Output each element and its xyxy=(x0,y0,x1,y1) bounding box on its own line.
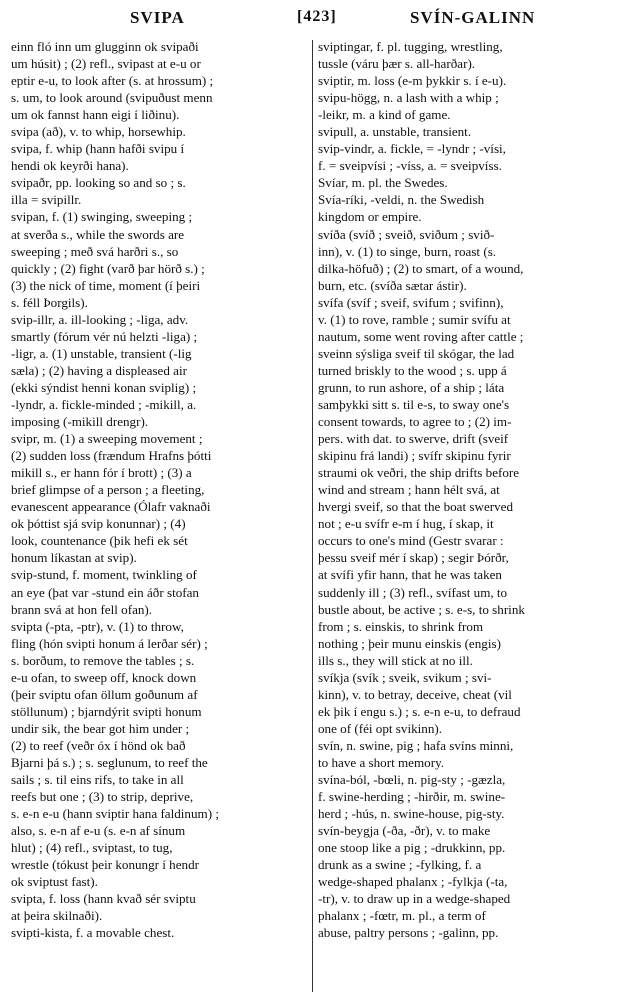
left-column-line: sæla) ; (2) having a displeased air xyxy=(11,362,187,378)
left-column-line: at þeira skilnaði). xyxy=(11,908,103,924)
right-column-line: ek þik í engu s.) ; s. e-n e-u, to defraud xyxy=(318,703,521,719)
right-column xyxy=(318,38,610,941)
right-column-line: kinn), v. to betray, deceive, cheat (vil xyxy=(318,686,512,702)
right-column-line: at svífi yfir hann, that he was taken xyxy=(318,567,502,583)
right-column-line: svíkja (svík ; sveik, svikum ; svi- xyxy=(318,669,492,685)
right-column-line: straumi ok veðri, the ship drifts before xyxy=(318,465,520,481)
right-column-line: wedge-shaped phalanx ; -fylkja (-ta, xyxy=(318,874,508,890)
left-column-line: svipr, m. (1) a sweeping movement ; xyxy=(11,431,203,447)
right-column-line: dilka-höfuð) ; (2) to smart, of a wound, xyxy=(318,260,524,276)
left-column-line: stöllunum) ; bjarndýrit svipti honum xyxy=(11,703,202,719)
left-column-line: svipti-kista, f. a movable chest. xyxy=(11,925,175,941)
left-column-line: (2) to reef (veðr óx í hönd ok bað xyxy=(11,737,186,753)
left-column-line: eptir e-u, to look after (s. at hrossum) ; xyxy=(11,73,214,89)
left-column-line: wrestle (tókust þeir konungr í hendr xyxy=(11,857,199,873)
right-column-line: svína-ból, -bœli, n. pig-sty ; -gæzla, xyxy=(318,772,506,788)
left-column-line: evanescent appearance (Ólafr vaknaði xyxy=(11,499,211,515)
left-column-line: um ok fannst hann eigi í liðinu). xyxy=(11,107,180,123)
right-column-line: grunn, to run ashore, of a ship ; láta xyxy=(318,379,505,395)
left-column-line: fling (hón svipti honum á lerðar sér) ; xyxy=(11,635,208,651)
left-column-line: e-u ofan, to sweep off, knock down xyxy=(11,669,197,685)
left-column-line: an eye (þat var -stund ein áðr stofan xyxy=(11,584,199,600)
left-column-line: reefs but one ; (3) to strip, deprive, xyxy=(11,789,194,805)
right-column-line: tussle (váru þær s. all-harðar). xyxy=(318,56,476,72)
left-column-line: sweeping ; með svá harðri s., so xyxy=(11,243,179,259)
right-column-line: svipu-högg, n. a lash with a whip ; xyxy=(318,90,499,106)
left-column-line: (3) the nick of time, moment (í þeiri xyxy=(11,277,201,293)
left-column-line: brief glimpse of a person ; a fleeting, xyxy=(11,482,205,498)
right-column-line: nothing ; þeir munu einskis (engis) xyxy=(318,635,501,651)
right-column-line: svipull, a. unstable, transient. xyxy=(318,124,472,140)
left-column-line: svipta (-pta, -ptr), v. (1) to throw, xyxy=(11,618,184,634)
header-right-guideword: SVÍN-GALINN xyxy=(410,8,536,27)
left-column-line: honum líkastan at svip). xyxy=(11,550,137,566)
right-column-line: samþykki sitt s. til e-s, to sway one's xyxy=(318,396,510,412)
right-column-line: Svíar, m. pl. the Swedes. xyxy=(318,175,448,191)
page-number: [423] xyxy=(297,8,337,25)
left-column-line: imposing (-mikill drengr). xyxy=(11,414,149,430)
right-column-line: hvergi sveif, so that the boat swerved xyxy=(318,499,514,515)
left-column-line: ok þóttist sjá svip konunnar) ; (4) xyxy=(11,516,186,532)
left-column-line: brann svá at hon fell ofan). xyxy=(11,601,153,617)
right-column-line: one stoop like a pig ; -drukkinn, pp. xyxy=(318,840,506,856)
right-column-line: burn, etc. (svíða sætar ástir). xyxy=(318,277,467,293)
right-column-line: skipinu frá landi) ; svífr skipinu fyrir xyxy=(318,448,511,464)
right-column-line: Svía-ríki, -veldi, n. the Swedish xyxy=(318,192,485,208)
right-column-line: -leikr, m. a kind of game. xyxy=(318,107,451,123)
right-column-line: consent towards, to agree to ; (2) im- xyxy=(318,414,512,430)
left-column-line: svip-illr, a. ill-looking ; -liga, adv. xyxy=(11,311,189,327)
right-column-line: from ; s. einskis, to shrink from xyxy=(318,618,484,634)
left-column-line: s. um, to look around (svipuðust menn xyxy=(11,90,213,106)
left-column-line: s. borðum, to remove the tables ; s. xyxy=(11,652,195,668)
right-column-line: sveinn sýsliga sveif til skógar, the lad xyxy=(318,345,515,361)
left-column-line: svipta, f. loss (hann kvað sér sviptu xyxy=(11,891,196,907)
left-column-line: at sverða s., while the swords are xyxy=(11,226,185,242)
right-column-line: svífa (svíf ; sveif, svifum ; svifinn), xyxy=(318,294,504,310)
right-column-line: f. swine-herding ; -hirðir, m. swine- xyxy=(318,789,506,805)
left-column-line: illa = svipillr. xyxy=(11,192,82,208)
left-column-line: svipa (að), v. to whip, horsewhip. xyxy=(11,124,186,140)
left-column-line: (þeir sviptu ofan öllum goðunum af xyxy=(11,686,198,702)
right-column-line: herd ; -hús, n. swine-house, pig-sty. xyxy=(318,806,505,822)
right-column-line: bustle about, be active ; s. e-s, to shrink xyxy=(318,601,525,617)
right-column-line: svín-beygja (-ða, -ðr), v. to make xyxy=(318,823,491,839)
left-column-line: einn fló inn um glugginn ok svipaði xyxy=(11,39,199,54)
right-column-line: sviptingar, f. pl. tugging, wrestling, xyxy=(318,39,503,54)
left-column-line: s. féll Þorgils). xyxy=(11,294,88,310)
left-column-line: hendi ok keyrði hana). xyxy=(11,158,129,174)
header-left-guideword: SVIPA xyxy=(130,8,185,27)
left-column-line: (2) sudden loss (frændum Hrafns þótti xyxy=(11,448,212,464)
left-column-line: s. e-n e-u (hann sviptir hana faldinum) ; xyxy=(11,806,219,822)
right-column-line: f. = sveipvísi ; -víss, a. = sveipvíss. xyxy=(318,158,502,174)
left-column-line: sails ; s. til eins rifs, to take in all xyxy=(11,772,184,788)
left-column xyxy=(11,38,303,941)
left-column-line: (ekki sýndist henni konan sviplig) ; xyxy=(11,379,197,395)
right-column-line: abuse, paltry persons ; -galinn, pp. xyxy=(318,925,499,941)
column-divider xyxy=(312,40,313,992)
right-column-line: occurs to one's mind (Gestr svarar : xyxy=(318,533,504,549)
left-column-line: svipa, f. whip (hann hafði svipu í xyxy=(11,141,185,157)
left-column-line: look, countenance (þik hefi ek sét xyxy=(11,533,188,549)
right-column-line: -tr), v. to draw up in a wedge-shaped xyxy=(318,891,511,907)
left-column-line: svipan, f. (1) swinging, sweeping ; xyxy=(11,209,193,225)
right-column-line: kingdom or empire. xyxy=(318,209,422,225)
left-column-line: hlut) ; (4) refl., sviptast, to tug, xyxy=(11,840,173,856)
left-column-line: ok sviptust fast). xyxy=(11,874,98,890)
right-column-line: nautum, some went roving after cattle ; xyxy=(318,328,524,344)
left-column-line: svipaðr, pp. looking so and so ; s. xyxy=(11,175,186,191)
right-column-line: pers. with dat. to swerve, drift (sveif xyxy=(318,431,509,447)
left-column-line: Bjarni þá s.) ; s. seglunum, to reef the xyxy=(11,754,208,770)
right-column-line: suddenly ill ; (3) refl., svífast um, to xyxy=(318,584,508,600)
left-column-line: svip-stund, f. moment, twinkling of xyxy=(11,567,197,583)
right-column-line: þessu sveif mér í skap) ; segir Þórðr, xyxy=(318,550,509,566)
right-column-line: wind and stream ; hann hélt svá, at xyxy=(318,482,500,498)
left-column-line: -lyndr, a. fickle-minded ; -mikill, a. xyxy=(11,396,197,412)
right-column-line: not ; e-u svífr e-m í hug, í skap, it xyxy=(318,516,494,532)
right-column-line: svíða (svíð ; sveið, sviðum ; svið- xyxy=(318,226,495,242)
right-column-line: to have a short memory. xyxy=(318,754,445,770)
page-header xyxy=(10,6,615,34)
right-column-line: ills s., they will stick at no ill. xyxy=(318,652,473,668)
right-column-line: inn), v. (1) to singe, burn, roast (s. xyxy=(318,243,497,259)
left-column-line: undir sik, the bear got him under ; xyxy=(11,720,190,736)
right-column-line: svín, n. swine, pig ; hafa svíns minni, xyxy=(318,737,514,753)
right-column-line: v. (1) to rove, ramble ; sumir svífu at xyxy=(318,311,511,327)
left-column-line: quickly ; (2) fight (varð þar hörð s.) ; xyxy=(11,260,205,276)
right-column-line: phalanx ; -fœtr, m. pl., a term of xyxy=(318,908,486,924)
right-column-line: one of (féi opt svikinn). xyxy=(318,720,443,736)
left-column-line: also, s. e-n af e-u (s. e-n af sínum xyxy=(11,823,186,839)
right-column-line: drunk as a swine ; -fylking, f. a xyxy=(318,857,482,873)
left-column-line: -ligr, a. (1) unstable, transient (-lig xyxy=(11,345,192,361)
left-column-line: mikill s., er hann fór í brott) ; (3) a xyxy=(11,465,192,481)
right-column-line: svip-vindr, a. fickle, = -lyndr ; -vísi, xyxy=(318,141,506,157)
right-column-line: turned briskly to the wood ; s. upp á xyxy=(318,362,507,378)
left-column-line: um húsit) ; (2) refl., svipast at e-u or xyxy=(11,56,201,72)
right-column-line: sviptir, m. loss (e-m þykkir s. í e-u). xyxy=(318,73,507,89)
left-column-line: smartly (fórum vér nú helzti -liga) ; xyxy=(11,328,198,344)
